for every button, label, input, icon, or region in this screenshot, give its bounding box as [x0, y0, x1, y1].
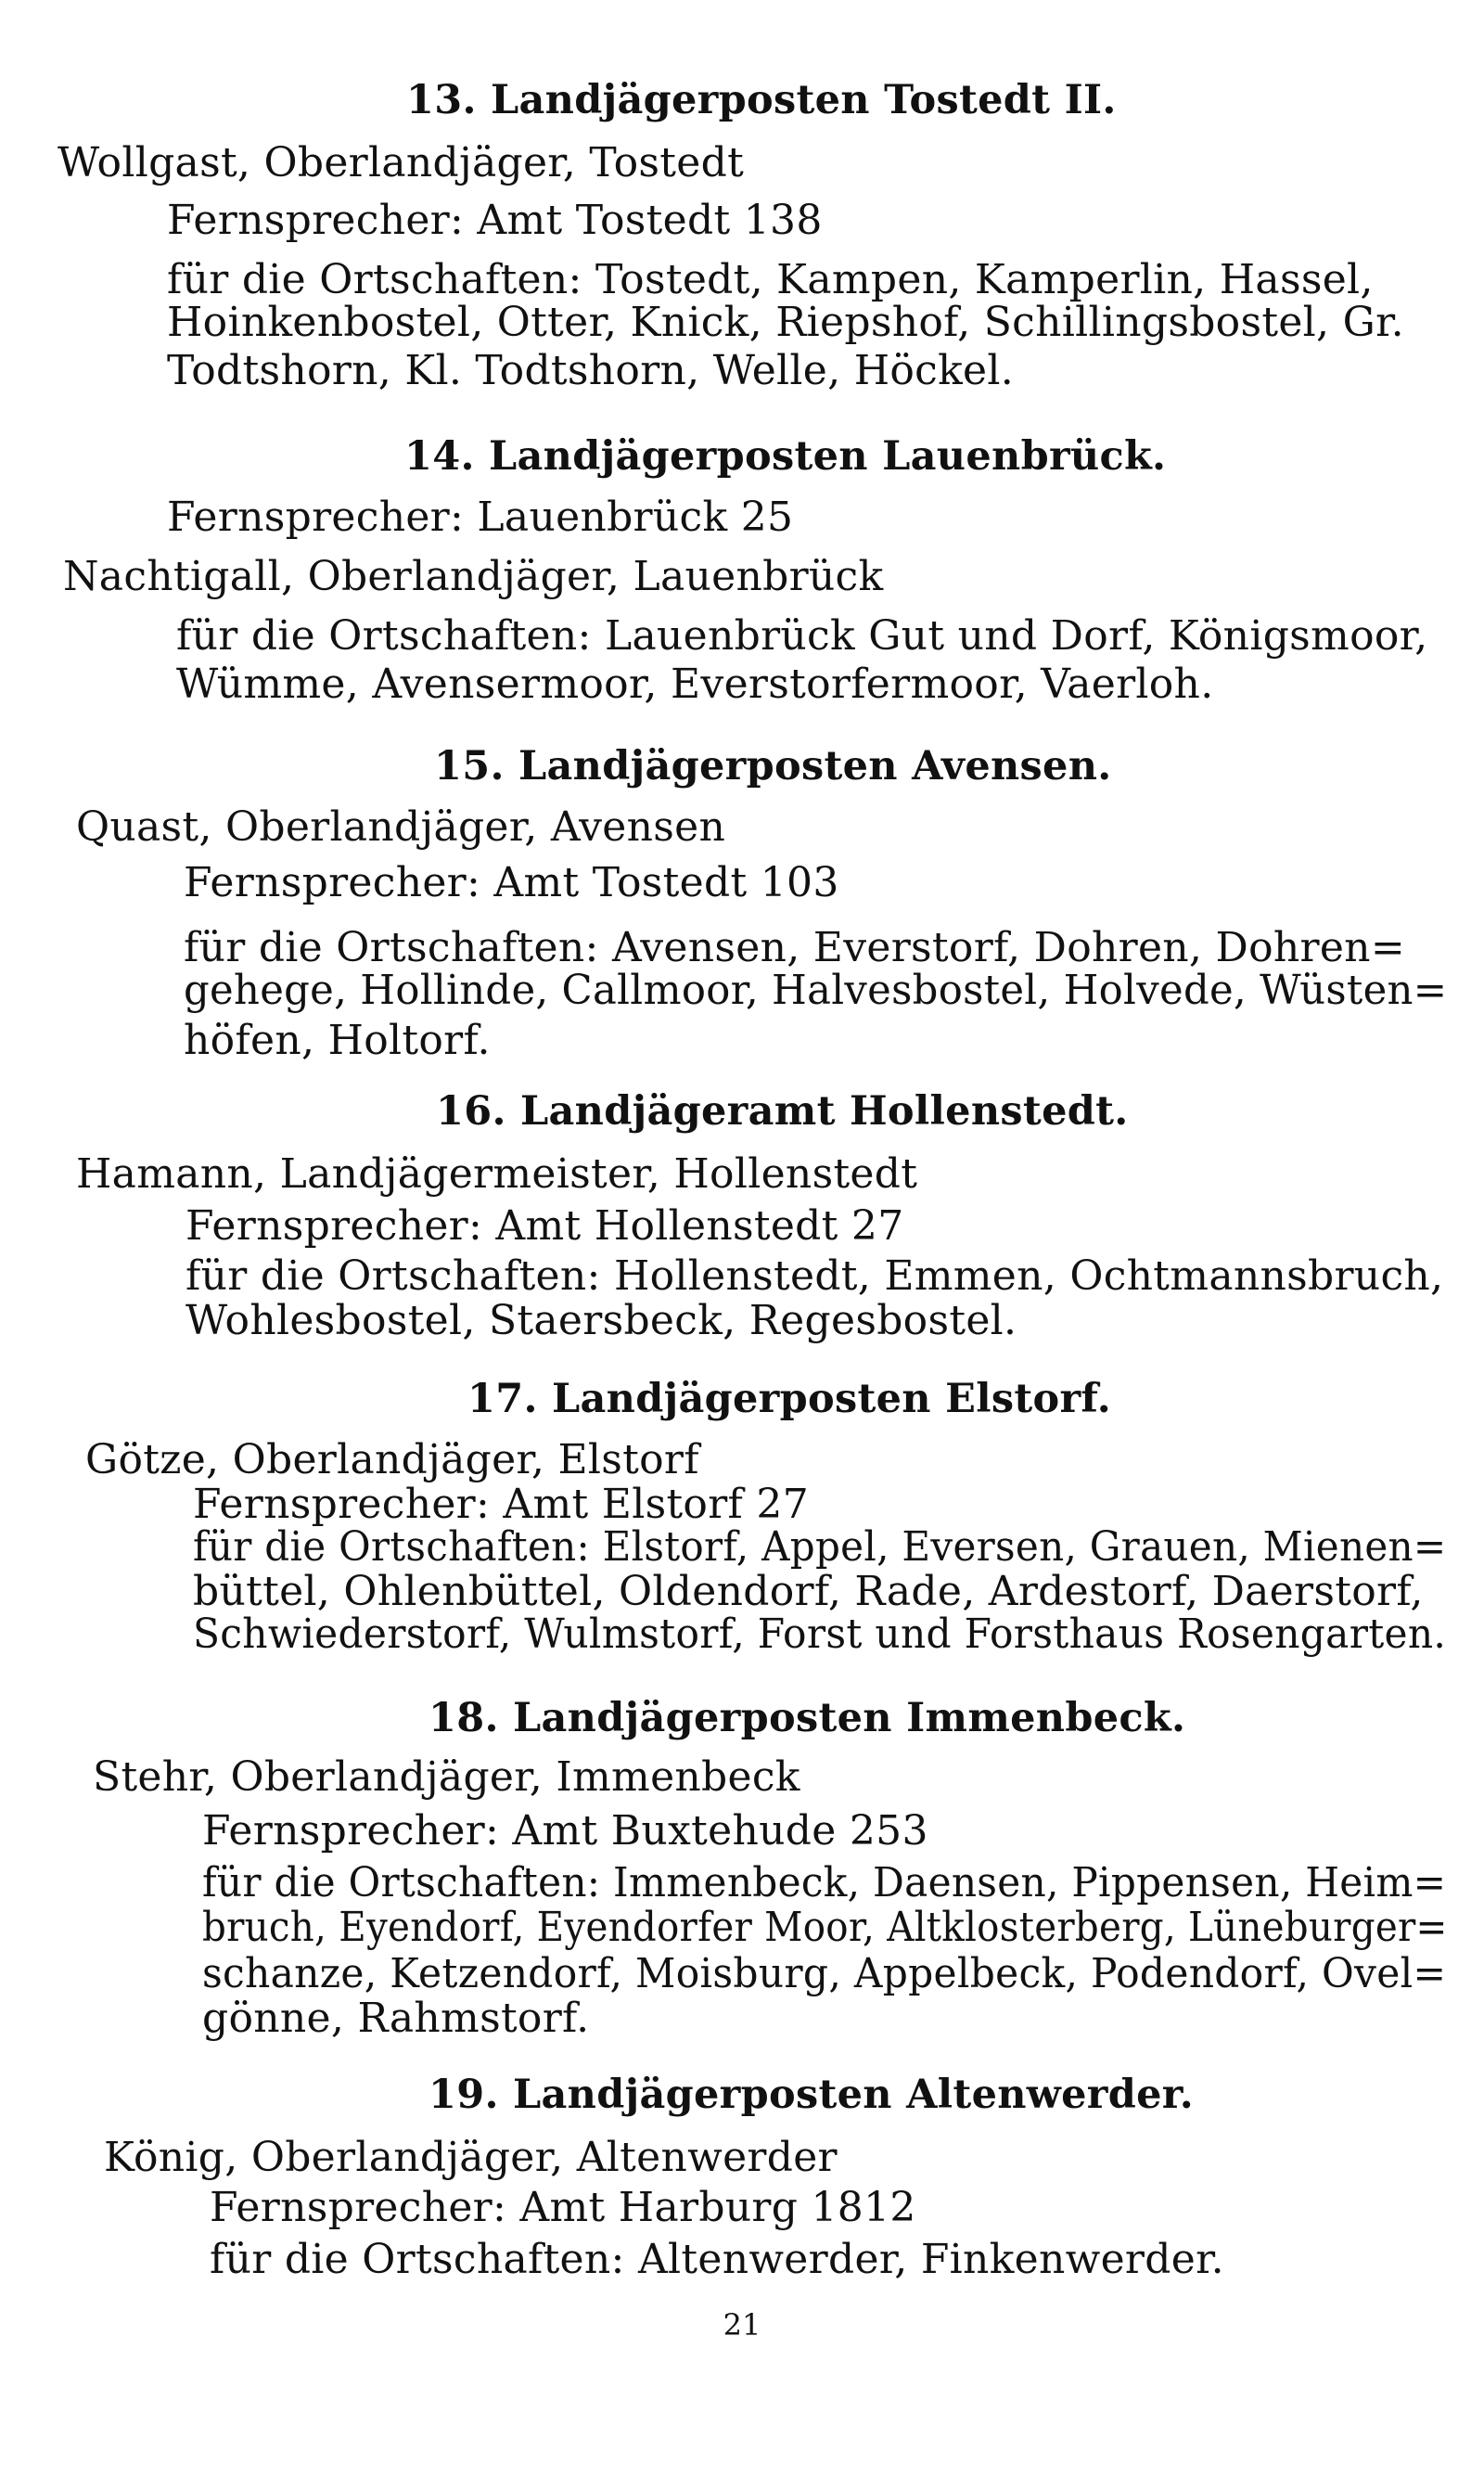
section-heading-19: 19. Landjägerposten Altenwerder.: [429, 2072, 1195, 2118]
telephone-entry: Fernsprecher: Amt Buxtehude 253: [202, 1807, 928, 1855]
section-heading-18: 18. Landjägerposten Immenbeck.: [429, 1695, 1186, 1741]
telephone-entry: Fernsprecher: Amt Tostedt 103: [184, 859, 839, 906]
telephone-entry: Fernsprecher: Lauenbrück 25: [167, 494, 794, 541]
section-heading-17: 17. Landjägerposten Elstorf.: [467, 1376, 1111, 1422]
telephone-entry: Fernsprecher: Amt Tostedt 138: [167, 197, 823, 244]
localities-text: Hoinkenbostel, Otter, Knick, Riepshof, Schillingsbostel, Gr.: [167, 299, 1404, 346]
localities-text: gehege, Hollinde, Callmoor, Halvesbostel, Holvede, Wüsten=: [184, 967, 1448, 1014]
section-heading-13: 13. Landjägerposten Tostedt II.: [406, 77, 1117, 123]
localities-text: gönne, Rahmstorf.: [202, 1995, 590, 2042]
localities-text: für die Ortschaften: Avensen, Everstorf, Dohren, Dohren=: [184, 924, 1405, 971]
telephone-entry: Fernsprecher: Amt Harburg 1812: [210, 2184, 916, 2231]
officer-entry: Hamann, Landjägermeister, Hollenstedt: [76, 1150, 918, 1198]
telephone-entry: Fernsprecher: Amt Elstorf 27: [193, 1481, 810, 1528]
localities-text: büttel, Ohlenbüttel, Oldendorf, Rade, Ardestorf, Daerstorf,: [193, 1568, 1424, 1615]
localities-text: Wümme, Avensermoor, Everstorfermoor, Vaerloh.: [176, 661, 1214, 708]
section-heading-16: 16. Landjägeramt Hollenstedt.: [436, 1088, 1129, 1135]
section-heading-14: 14. Landjägerposten Lauenbrück.: [404, 433, 1167, 480]
officer-entry: Quast, Oberlandjäger, Avensen: [76, 803, 726, 851]
localities-text: höfen, Holtorf.: [184, 1017, 491, 1064]
localities-text: für die Ortschaften: Elstorf, Appel, Eversen, Grauen, Mienen=: [193, 1523, 1447, 1571]
page-number: 21: [723, 2307, 761, 2342]
telephone-entry: Fernsprecher: Amt Hollenstedt 27: [186, 1202, 904, 1250]
officer-entry: Stehr, Oberlandjäger, Immenbeck: [93, 1753, 800, 1801]
localities-text: schanze, Ketzendorf, Moisburg, Appelbeck, Podendorf, Ovel=: [202, 1950, 1447, 1997]
localities-text: für die Ortschaften: Hollenstedt, Emmen, Ochtmannsbruch,: [186, 1252, 1444, 1300]
localities-text: für die Ortschaften: Lauenbrück Gut und Dorf, Königsmoor,: [176, 612, 1428, 660]
section-heading-15: 15. Landjägerposten Avensen.: [434, 743, 1112, 789]
officer-entry: Wollgast, Oberlandjäger, Tostedt: [58, 139, 745, 186]
localities-text: für die Ortschaften: Altenwerder, Finkenwerder.: [210, 2236, 1224, 2283]
localities-text: Schwiederstorf, Wulmstorf, Forst und Forsthaus Rosengarten.: [193, 1611, 1447, 1658]
localities-text: für die Ortschaften: Immenbeck, Daensen, Pippensen, Heim=: [202, 1859, 1447, 1906]
localities-text: bruch, Eyendorf, Eyendorfer Moor, Altklosterberg, Lüneburger=: [202, 1904, 1448, 1951]
officer-entry: Götze, Oberlandjäger, Elstorf: [85, 1436, 699, 1483]
officer-entry: Nachtigall, Oberlandjäger, Lauenbrück: [63, 553, 884, 600]
localities-text: Todtshorn, Kl. Todtshorn, Welle, Höckel.: [167, 347, 1015, 394]
officer-entry: König, Oberlandjäger, Altenwerder: [104, 2134, 838, 2181]
localities-text: für die Ortschaften: Tostedt, Kampen, Kamperlin, Hassel,: [167, 256, 1374, 303]
localities-text: Wohlesbostel, Staersbeck, Regesbostel.: [186, 1297, 1017, 1344]
